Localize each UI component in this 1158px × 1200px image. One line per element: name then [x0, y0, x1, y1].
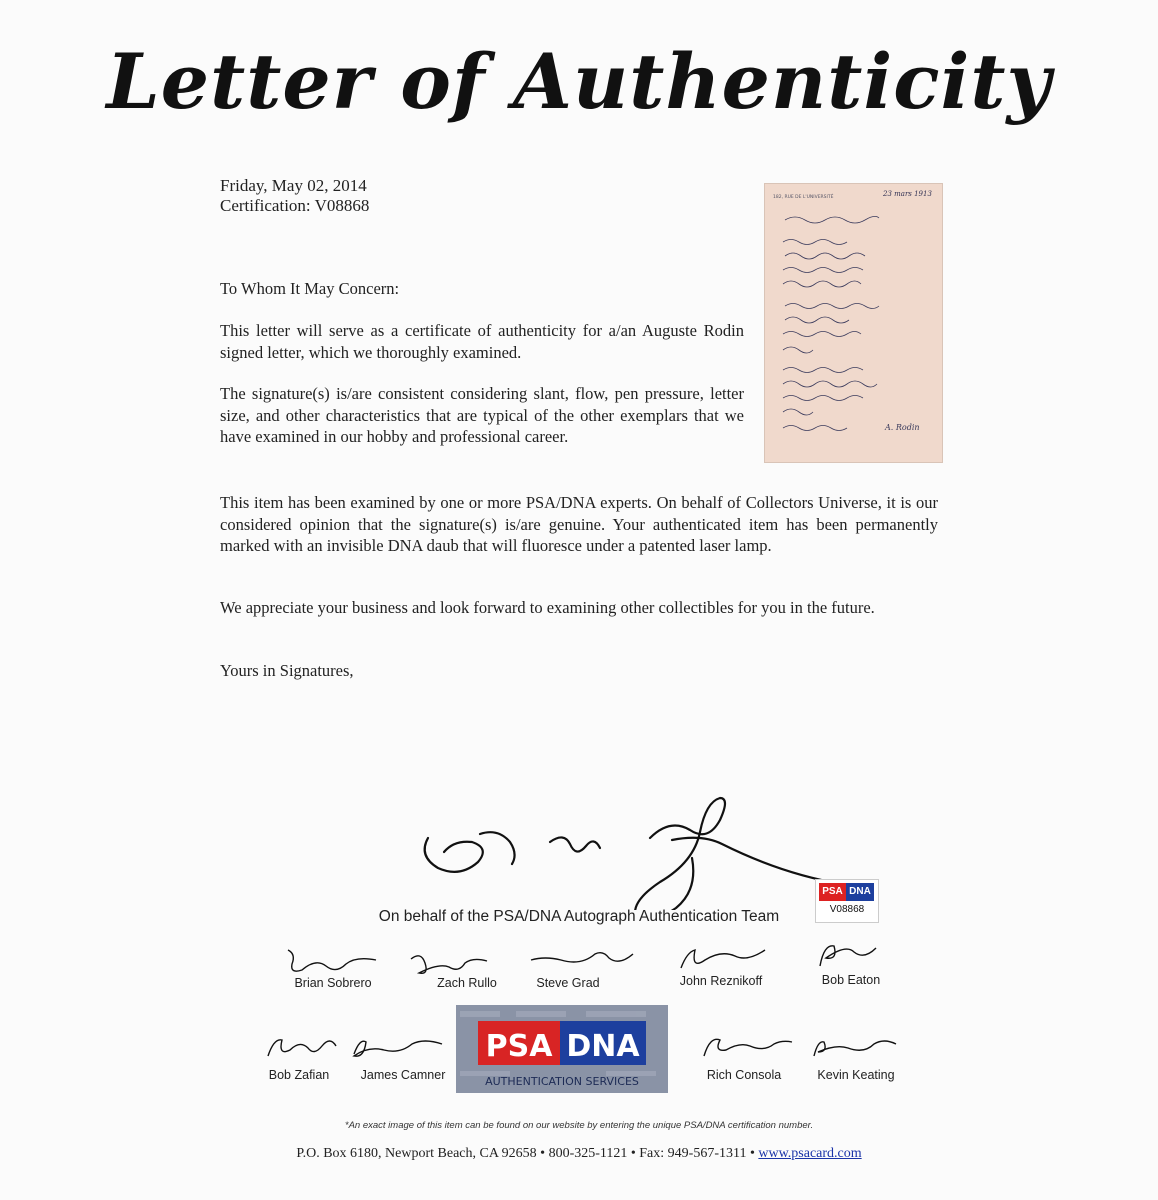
signature-scribble-3 [527, 948, 637, 978]
seal-psa: PSA [485, 1029, 553, 1064]
signature-scribble-2 [405, 945, 495, 979]
signer-name: Bob Eaton [821, 973, 881, 987]
footer-address: P.O. Box 6180, Newport Beach, CA 92658 • 800-325-1121 • Fax: 949-567-1311 • [296, 1146, 759, 1161]
signer-name: John Reznikoff [679, 974, 763, 988]
signature-scribble-9 [806, 1032, 906, 1066]
signature-scribble-8 [696, 1030, 796, 1064]
signature-scribble-4 [673, 942, 773, 978]
signer-name: Steve Grad [536, 976, 600, 990]
paragraph-3: This item has been examined by one or more PSA/DNA experts. On behalf of Collectors Universe, it is our considered opinion that the signature(s) is/are genuine. Your authenticated item has been permanently marked with an invisible DNA daub that will fluoresce under a patented laser lamp. [220, 493, 938, 555]
signer-name: Brian Sobrero [294, 976, 372, 990]
signer-name: Rich Consola [706, 1068, 782, 1082]
salutation: To Whom It May Concern: [220, 279, 400, 298]
signature-scribble-6 [262, 1030, 342, 1066]
paragraph-1: This letter will serve as a certificate of authenticity for a/an Auguste Rodin signed letter, which we thoroughly examined. [220, 321, 744, 362]
certification-number: Certification: V08868 [220, 196, 370, 215]
item-thumbnail [764, 183, 943, 463]
sticker-dna: DNA [846, 883, 874, 901]
paragraph-2: The signature(s) is/are consistent considering slant, flow, pen pressure, letter size, and other characteristics that are typical of the other exemplars that we have examined in our hobby and professional career. [220, 384, 744, 446]
title-text: Letter of Authenticity [106, 37, 1052, 126]
signer-name: Zach Rullo [437, 976, 497, 990]
closing: Yours in Signatures, [220, 661, 354, 680]
signer-name: Kevin Keating [817, 1068, 895, 1082]
seal-subtitle: AUTHENTICATION SERVICES [485, 1075, 639, 1088]
team-line: On behalf of the PSA/DNA Autograph Authentication Team [378, 908, 780, 925]
main-signature [410, 790, 850, 910]
seal-dna: DNA [566, 1029, 640, 1064]
signer-name: Bob Zafian [268, 1068, 330, 1082]
sticker-psa: PSA [819, 883, 846, 901]
footer-disclaimer: *An exact image of this item can be found on our website by entering the unique PSA/DNA certification number. [344, 1120, 814, 1131]
sticker-cert-number: V08868 [829, 904, 865, 915]
signer-name: James Camner [360, 1068, 446, 1082]
signature-scribble-5 [810, 936, 890, 974]
thumbnail-letterhead: 182, RUE DE L'UNIVERSITÉ [773, 195, 834, 200]
website-link[interactable]: www.psacard.com [758, 1146, 862, 1161]
letter-date: Friday, May 02, 2014 [220, 176, 367, 195]
paragraph-4: We appreciate your business and look forward to examining other collectibles for you in the future. [220, 598, 875, 617]
letter-meta [220, 176, 369, 216]
signature-scribble-1 [282, 940, 382, 980]
letter-title [0, 26, 1158, 136]
thumbnail-date: 23 mars 1913 [883, 190, 932, 198]
thumbnail-signature: A. Rodin [885, 423, 920, 432]
psa-dna-seal [456, 1005, 668, 1093]
signature-scribble-7 [346, 1032, 456, 1066]
footer-contact [0, 1146, 1158, 1162]
sticker-logo [819, 883, 874, 901]
handwriting-lines [783, 216, 879, 430]
